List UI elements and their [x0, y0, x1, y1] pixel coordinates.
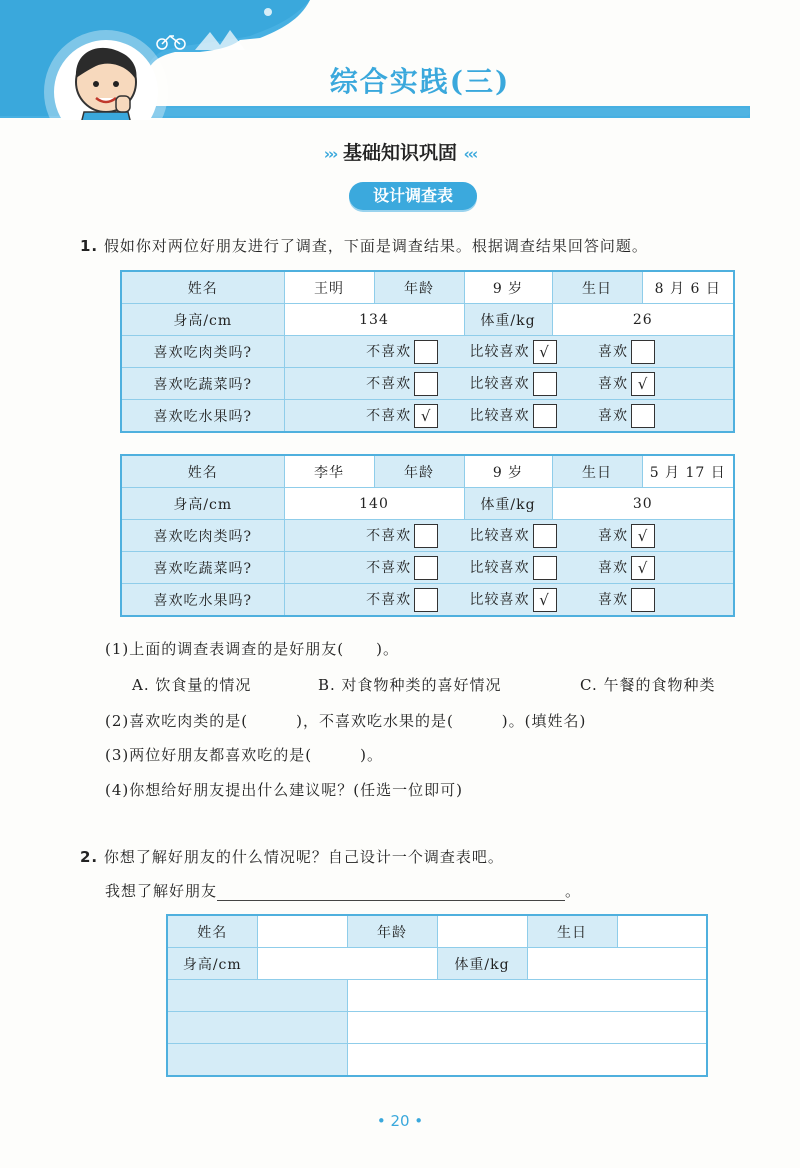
option-some: 比较喜欢	[469, 559, 530, 576]
checkbox[interactable]	[533, 524, 557, 548]
checkbox[interactable]	[631, 588, 655, 612]
q2-text: 你想了解好朋友的什么情况呢？自己设计一个调查表吧。	[103, 848, 504, 866]
q2-prompt	[80, 846, 504, 867]
q1-number: 1.	[80, 237, 99, 255]
fruit-options	[284, 400, 734, 433]
meat-options	[284, 336, 734, 368]
age-value: 9 岁	[464, 455, 552, 488]
q2-fill-prompt: 我想了解好朋友	[105, 882, 218, 900]
weight-label: 体重/kg	[464, 488, 552, 520]
table-row	[121, 368, 734, 400]
survey-table-1	[120, 270, 735, 433]
table-row	[121, 488, 734, 520]
custom-question-cell[interactable]	[167, 980, 347, 1012]
arrows-right-icon: ‹‹‹	[463, 145, 477, 163]
birthday-value: 8 月 6 日	[642, 271, 734, 304]
q2-number: 2.	[80, 848, 99, 866]
birthday-value: 5 月 17 日	[642, 455, 734, 488]
name-value: 李华	[284, 455, 374, 488]
checkbox[interactable]	[414, 372, 438, 396]
option-yes: 喜欢	[598, 559, 628, 576]
name-value: 王明	[284, 271, 374, 304]
option-no: 不喜欢	[366, 559, 412, 576]
veg-question: 喜欢吃蔬菜吗?	[121, 368, 284, 400]
custom-answer-cell[interactable]	[347, 1012, 707, 1044]
q1-sub3: (3)两位好朋友都喜欢吃的是( )。	[105, 746, 383, 764]
q1-sub1: (1)上面的调查表调查的是好朋友( )。	[105, 640, 399, 658]
weight-label: 体重/kg	[464, 304, 552, 336]
weight-value: 30	[552, 488, 734, 520]
q1-text: 假如你对两位好朋友进行了调查，下面是调查结果。根据调查结果回答问题。	[103, 237, 648, 255]
custom-answer-cell[interactable]	[347, 1044, 707, 1077]
height-value: 140	[284, 488, 464, 520]
q1-option-c: C. 午餐的食物种类	[580, 676, 716, 694]
option-yes: 喜欢	[598, 407, 628, 424]
option-no: 不喜欢	[366, 375, 412, 392]
option-some: 比较喜欢	[469, 407, 530, 424]
table-row	[121, 400, 734, 433]
age-label: 年龄	[347, 915, 437, 948]
table-row	[167, 1044, 707, 1077]
survey-table-2	[120, 454, 735, 617]
name-label: 姓名	[121, 455, 284, 488]
fruit-question: 喜欢吃水果吗?	[121, 584, 284, 617]
checkbox[interactable]	[414, 340, 438, 364]
checkbox[interactable]: √	[631, 556, 655, 580]
option-some: 比较喜欢	[469, 343, 530, 360]
weight-input-cell[interactable]	[527, 948, 707, 980]
height-input-cell[interactable]	[257, 948, 437, 980]
q1-sub4: (4)你想给好朋友提出什么建议呢？(任选一位即可)	[105, 781, 463, 799]
q1-option-a: A. 饮食量的情况	[132, 676, 252, 694]
age-label: 年龄	[374, 455, 464, 488]
option-no: 不喜欢	[366, 591, 412, 608]
checkbox[interactable]: √	[414, 404, 438, 428]
checkbox[interactable]: √	[533, 340, 557, 364]
option-no: 不喜欢	[366, 343, 412, 360]
height-label: 身高/cm	[121, 488, 284, 520]
height-value: 134	[284, 304, 464, 336]
veg-options	[284, 368, 734, 400]
name-label: 姓名	[121, 271, 284, 304]
birthday-label: 生日	[552, 271, 642, 304]
section-heading	[0, 138, 800, 165]
fruit-question: 喜欢吃水果吗?	[121, 400, 284, 433]
birthday-input-cell[interactable]	[617, 915, 707, 948]
table-row	[121, 304, 734, 336]
option-yes: 喜欢	[598, 343, 628, 360]
option-yes: 喜欢	[598, 375, 628, 392]
table-row	[167, 948, 707, 980]
checkbox[interactable]	[414, 524, 438, 548]
table-row	[167, 915, 707, 948]
option-some: 比较喜欢	[469, 375, 530, 392]
weight-label: 体重/kg	[437, 948, 527, 980]
fruit-options	[284, 584, 734, 617]
birthday-label: 生日	[552, 455, 642, 488]
q2-answer-blank[interactable]	[217, 882, 565, 901]
arrows-left-icon: ›››	[323, 145, 337, 163]
table-row	[167, 1012, 707, 1044]
page-number: • 20 •	[376, 1112, 424, 1130]
table-row	[121, 271, 734, 304]
custom-question-cell[interactable]	[167, 1012, 347, 1044]
table-row	[121, 455, 734, 488]
meat-question: 喜欢吃肉类吗?	[121, 520, 284, 552]
checkbox[interactable]	[533, 372, 557, 396]
option-yes: 喜欢	[598, 591, 628, 608]
checkbox[interactable]	[533, 556, 557, 580]
option-some: 比较喜欢	[469, 527, 530, 544]
q2-fill-end: 。	[565, 882, 582, 900]
age-value: 9 岁	[464, 271, 552, 304]
age-input-cell[interactable]	[437, 915, 527, 948]
q2-fill-line	[105, 880, 581, 901]
height-label: 身高/cm	[167, 948, 257, 980]
height-label: 身高/cm	[121, 304, 284, 336]
meat-options	[284, 520, 734, 552]
option-some: 比较喜欢	[469, 591, 530, 608]
age-label: 年龄	[374, 271, 464, 304]
table-row	[121, 552, 734, 584]
name-input-cell[interactable]	[257, 915, 347, 948]
custom-question-cell[interactable]	[167, 1044, 347, 1077]
name-label: 姓名	[167, 915, 257, 948]
checkbox[interactable]	[631, 404, 655, 428]
section-heading-text: 基础知识巩固	[342, 142, 457, 164]
option-no: 不喜欢	[366, 407, 412, 424]
topic-pill: 设计调查表	[349, 182, 477, 210]
q1-sub2: (2)喜欢吃肉类的是( )，不喜欢吃水果的是( )。(填姓名)	[105, 712, 587, 730]
checkbox[interactable]: √	[533, 588, 557, 612]
checkbox[interactable]	[533, 404, 557, 428]
table-row	[121, 336, 734, 368]
table-row	[121, 520, 734, 552]
checkbox[interactable]: √	[631, 372, 655, 396]
q1-option-b: B. 对食物种类的喜好情况	[318, 676, 502, 694]
birthday-label: 生日	[527, 915, 617, 948]
checkbox[interactable]	[414, 556, 438, 580]
weight-value: 26	[552, 304, 734, 336]
checkbox[interactable]	[631, 340, 655, 364]
survey-table-blank	[166, 914, 708, 1077]
veg-options	[284, 552, 734, 584]
custom-answer-cell[interactable]	[347, 980, 707, 1012]
q1-prompt	[80, 235, 648, 256]
meat-question: 喜欢吃肉类吗?	[121, 336, 284, 368]
page-title: 综合实践(三)	[329, 65, 511, 98]
option-no: 不喜欢	[366, 527, 412, 544]
option-yes: 喜欢	[598, 527, 628, 544]
veg-question: 喜欢吃蔬菜吗?	[121, 552, 284, 584]
table-row	[121, 584, 734, 617]
checkbox[interactable]: √	[631, 524, 655, 548]
table-row	[167, 980, 707, 1012]
checkbox[interactable]	[414, 588, 438, 612]
